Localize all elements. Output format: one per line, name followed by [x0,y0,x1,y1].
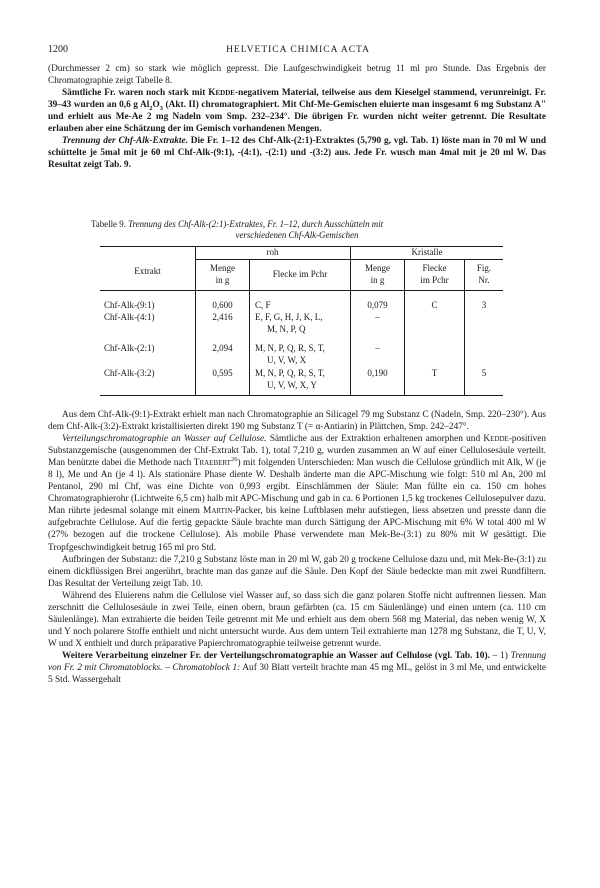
cell-menge: 0,600 [212,300,233,310]
header-kristalle: Kristalle [411,247,443,257]
author-name: Kedde [483,434,509,445]
data-table [100,246,503,396]
subscript: 3 [159,105,164,112]
cell-extrakt: Chf-Alk-(2:1) [104,343,155,353]
paragraph-text: – 1) [489,650,511,661]
table-rule-group [195,259,503,260]
cell-flecke-kristalle: C [431,300,438,310]
section-heading: Weitere Verarbeitung einzelner Fr. der Verteilungschromatographie an Wasser auf Cellulose (vgl. Tab. 10). [62,650,490,661]
cell-flecke: M, N, P, Q, R, S, T, U, V, W, X, Y [255,368,325,390]
paragraph-text: -negativem Material, teilweise aus dem Kieselgel stammend, verunreinigt. Fr. 39–43 wurden an 0,6 g Al [48,88,546,111]
journal-title: HELVETICA CHIMICA ACTA [226,45,370,55]
cell-menge: 0,595 [212,368,233,378]
paragraph-body [48,409,546,686]
paragraph-text: (Durchmesser 2 cm) so stark wie möglich gepresst. Die Laufgeschwindigkeit betrug 11 ml pro Stunde. Das Ergebnis der Chromatographie zeigt Tabelle 8. [48,64,546,87]
paragraph-text: O [152,100,160,111]
cell-flecke: C, F [255,300,271,310]
subsection-heading: Trennung von Fr. 2 mit Chromatoblocks. – Chromatoblock 1: [48,650,546,673]
page-header [48,44,548,58]
cell-menge-kristalle: – [375,343,380,353]
cell-menge: 2,094 [212,343,233,353]
paragraph-intro [48,63,546,171]
page-number: 1200 [48,44,68,55]
author-name: Kedde [208,88,235,99]
paragraph-text: Aufbringen der Substanz: die 7,210 g Substanz löste man in 20 ml W, gab 20 g trockene Cellulose dazu und, mit Mek-Be-(3:1) zu einem dickflüssigen Brei angerührt, brachte man das ganze auf die Säule. Den Kopf der Säule bedeckte man mit zwei Rundfiltern. Das Resultat der Verteilung zeigt Tab. 10. [48,554,546,589]
cell-flecke: E, F, G, H, J, K, L, M, N, P, Q [255,312,323,334]
section-heading: Trennung der Chf-Alk-Extrakte. [62,136,188,147]
paragraph-text: ) mit folgenden Unterschieden: Man wusch die Cellulose gründlich mit Alk, W (je 8 l), Me und An (je 4 l). Als stationäre Phase diente W. Deshalb änderte man die APC-Mischung wie folgt: 510 ml An, 200 ml Pentanol, 290 ml Chf, was eine Dichte von 0,993 ergibt. Einschlämmen der Säule: Man füllte ein ca. 150 cm hohes Chromatographierohr (Lichtweite 6,5 cm) halb mit APC-Mischung und gab in ca. 6 Portionen 1,5 kg trockenes Cellulosepulver dazu. Man rührte jedesmal solange mit einem [48,458,546,517]
header-roh: roh [266,247,279,257]
paragraph-text: -positiven Substanzgemische (ausgenommen der Chf-Extrakt Tab. 1), total 7,210 g, wurden zusammen an W auf einer Cellulosesäule verteilt. Man benützte dabei die Methode nach [48,434,546,469]
cell-extrakt: Chf-Alk-(3:2) [104,368,155,378]
cell-flecke-kristalle: T [431,368,438,378]
cell-menge-kristalle: 0,190 [367,368,388,378]
cell-extrakt: Chf-Alk-(4:1) [104,312,155,322]
reference-number: 26 [230,456,238,464]
paragraph-text: Während des Eluierens nahm die Cellulose viel Wasser auf, so dass sich die ganz polaren Stoffe nicht auftrennen liessen. Man zerschnitt die Cellulosesäule in zwei Teile, einen obern, braun gefärbten (ca. 15 cm Säulenlänge) und einen untern (ca. 110 cm Säulenlänge). Man extrahierte die beiden Teile getrennt mit Me und erhielt aus dem obern 568 mg Material, das neben wenig W, X und Y noch polarere Stoffe enthielt und nicht untersucht wurde. Aus dem untern Teil extrahierte man 1278 mg Substanz, die T, U, V, W und X enthielt und durch präparative Papierchromatographie teilweise getrennt wurde. [48,590,546,649]
paragraph-text: -Packer, bis keine Luftblasen mehr aufstiegen, liess absetzen und presste dann die aufgebrachte Cellulose. Auf die fertig gepackte Säule brachte man durch Sättigung der APC-Mischung mit 6% W total 400 ml W (27% bezogen auf die trockene Cellulose). Als mobile Phase verwendete man Mek-Be-(3:1) zu 80% mit W gesättigt. Die Tropfgeschwindigkeit betrug 165 ml pro Std. [48,506,546,553]
paragraph-text: Auf 30 Blatt verteilt brachte man 45 mg ML, gelöst in 3 ml Me, und entwickelte 5 Std. Wassergehalt [48,662,547,686]
table-rule-bottom [100,395,503,396]
paragraph-text: Aus dem Chf-Alk-(9:1)-Extrakt erhielt man nach Chromatographie an Silicagel 79 mg Substanz C (Nadeln, Smp. 220–230°). Aus dem Chf-Alk-(3:2)-Extrakt kristallisierten direkt 190 mg Substanz T (= α-Antiarin) in Plättchen, Smp. 242–247°. [48,410,546,433]
paragraph-text: Sämtliche Fr. waren noch stark mit [62,88,209,99]
header-flecke-kristalle: Flecke im Pchr [420,263,449,285]
header-menge-kristalle: Menge in g [365,263,390,285]
header-flecke-roh: Flecke im Pchr [272,269,328,279]
cell-menge-kristalle: 0,079 [367,300,388,310]
cell-extrakt: Chf-Alk-(9:1) [104,300,155,310]
paragraph-text: (Akt. II) chromatographiert. Mit Chf-Me-Gemischen eluierte man insgesamt 6 mg Substanz A" und erhielt aus Me-Ae 2 mg Nadeln vom Smp. 232–234°. Die übrigen Fr. wurden nicht weiter getrennt. Die Resultate erlauben aber eine Schätzung der im Gemisch vorhandenen Mengen. [48,100,547,135]
section-heading: Verteilungschromatographie an Wasser auf Cellulose. [62,434,267,445]
author-name: Traebert [193,458,231,469]
header-fig: Fig. Nr. [476,263,492,285]
cell-fig: 5 [481,368,487,378]
cell-menge: 2,416 [212,312,233,322]
table-title-line2: verschiedenen Chf-Alk-Gemischen [235,230,359,240]
header-extrakt: Extrakt [134,266,161,276]
subscript: 2 [149,105,153,112]
table-title-line1: Trennung des Chf-Alk-(2:1)-Extraktes, Fr. 1–12, durch Ausschütteln mit [128,219,384,229]
table-caption [48,219,546,241]
header-menge-roh: Menge in g [210,263,235,285]
author-name: Martin [203,506,233,517]
cell-flecke: M, N, P, Q, R, S, T, U, V, W, X [255,343,325,365]
paragraph-text: Die Fr. 1–12 des Chf-Alk-(2:1)-Extraktes (5,790 g, vgl. Tab. 1) löste man in 70 ml W und schüttelte je 5mal mit je 60 ml Chf-Alk-(9:1), -(4:1), -(2:1) und -(3:2) aus. Jede Fr. wusch man 4mal mit je 20 ml W. Das Resultat zeigt Tab. 9. [48,136,546,171]
paragraph-text: Sämtliche aus der Extraktion erhaltenen amorphen und [266,434,484,445]
table-rule-header [100,290,503,291]
table-label: Tabelle 9. [91,219,126,229]
cell-menge-kristalle: – [375,312,380,322]
cell-fig: 3 [481,300,487,310]
